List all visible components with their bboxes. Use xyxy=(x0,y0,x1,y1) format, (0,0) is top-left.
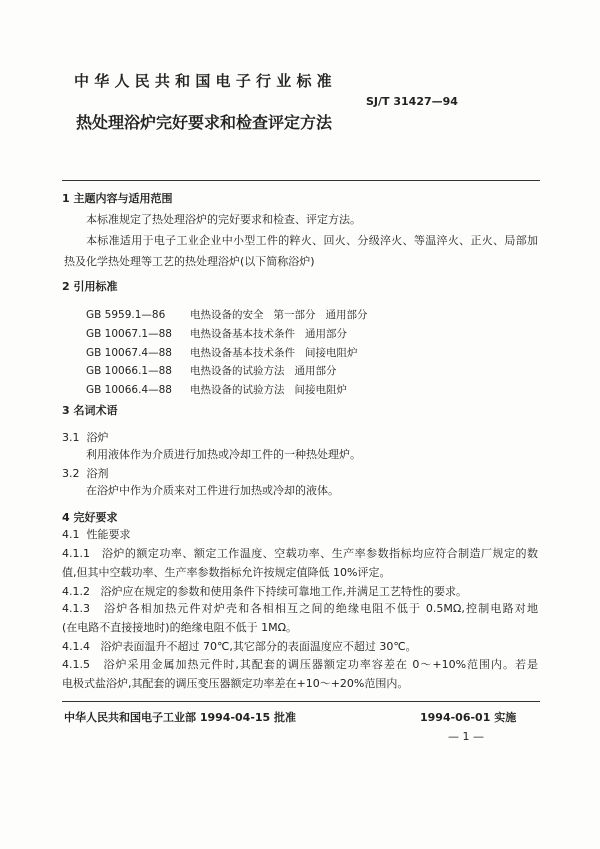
reference-title: 电热设备的试验方法 间接电阻炉 xyxy=(190,384,348,396)
clause-text: 电极式盐浴炉,其配套的调压变压器额定功率差在+10～+20%范围内。 xyxy=(62,677,409,690)
reference-code: GB 10067.1—88 xyxy=(86,328,172,340)
document-title: 热处理浴炉完好要求和检查评定方法 xyxy=(76,113,333,132)
clause-text: 4.1.3 浴炉各相加热元件对炉壳和各相相互之间的绝缘电阻不低于 0.5MΩ,控制电路对地 xyxy=(62,602,538,615)
issuing-org: 中 华 人 民 共 和 国 电 子 行 业 标 准 xyxy=(74,72,332,90)
reference-code: GB 10066.4—88 xyxy=(86,384,172,396)
clause-text: 4.1.2 浴炉应在规定的参数和使用条件下持续可靠地工作,并满足工艺特性的要求。 xyxy=(62,585,467,598)
section-3-heading: 3 名词术语 xyxy=(62,404,118,417)
standard-code: SJ/T 31427—94 xyxy=(366,95,458,108)
clause-text: 4.1.4 浴炉表面温升不超过 70℃,其它部分的表面温度应不超过 30℃。 xyxy=(62,640,417,653)
reference-code: GB 10067.4—88 xyxy=(86,347,172,359)
reference-title: 电热设备的试验方法 通用部分 xyxy=(190,365,337,377)
clause-text: (在电路不直接接地时)的绝缘电阻不低于 1MΩ。 xyxy=(62,621,297,634)
approval-line: 中华人民共和国电子工业部 1994-04-15 批准 xyxy=(64,711,297,724)
section-1-heading: 1 主题内容与适用范围 xyxy=(62,192,173,205)
paragraph: 本标准适用于电子工业企业中小型工件的粹火、回火、分级淬火、等温淬火、正火、局部加 xyxy=(86,234,538,247)
term-heading: 3.1 浴炉 xyxy=(62,431,109,444)
paragraph: 本标准规定了热处理浴炉的完好要求和检查、评定方法。 xyxy=(86,213,361,226)
section-2-heading: 2 引用标准 xyxy=(62,280,118,293)
reference-title: 电热设备基本技术条件 间接电阻炉 xyxy=(190,347,358,359)
page-number: — 1 — xyxy=(448,730,484,743)
clause-text: 4.1.1 浴炉的额定功率、额定工作温度、空载功率、生产率参数指标均应符合制造厂规定的数 xyxy=(62,547,538,560)
clause-text: 4.1.5 浴炉采用金属加热元件时,其配套的调压器额定功率容差在 0～+10%范围内。若是 xyxy=(62,658,538,671)
footer-rule xyxy=(62,701,540,702)
reference-code: GB 10066.1—88 xyxy=(86,365,172,377)
section-4-heading: 4 完好要求 xyxy=(62,511,118,524)
paragraph: 热及化学热处理等工艺的热处理浴炉(以下简称浴炉) xyxy=(64,255,315,268)
term-definition: 在浴炉中作为介质来对工件进行加热或冷却的液体。 xyxy=(86,484,339,497)
reference-title: 电热设备的安全 第一部分 通用部分 xyxy=(190,309,368,321)
header-rule xyxy=(62,180,540,181)
clause-text: 值,但其中空载功率、生产率参数指标允许按规定值降低 10%评定。 xyxy=(62,566,391,579)
reference-code: GB 5959.1—86 xyxy=(86,309,166,321)
term-definition: 利用液体作为介质进行加热或冷却工件的一种热处理炉。 xyxy=(86,448,361,461)
subsection-heading: 4.1 性能要求 xyxy=(62,528,131,541)
effective-date: 1994-06-01 实施 xyxy=(420,711,517,724)
reference-title: 电热设备基本技术条件 通用部分 xyxy=(190,328,348,340)
term-heading: 3.2 浴剂 xyxy=(62,467,109,480)
